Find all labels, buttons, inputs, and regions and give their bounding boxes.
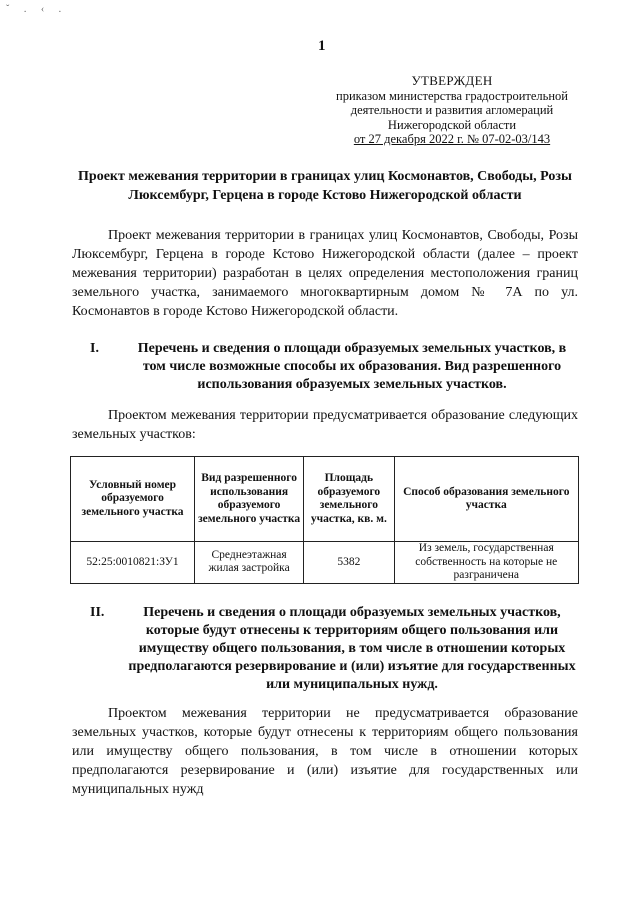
intro-text: Проект межевания территории в границах улиц Космонавтов, Свободы, Розы Люксембург, Герцена в городе Кстово Нижегородской области (далее – проект межевания территории) разработан в целях определения местоположения границ земельного участка, занимаемого многоквартирным домом № 7А по ул. Космонавтов в городе Кстово Нижегородской области. [72,228,578,319]
approval-line-3: Нижегородской области [387,117,517,132]
section-1-heading [78,340,578,394]
section-2-number: II. [90,605,105,620]
cell-code: 52:25:0010821:ЗУ1 [71,542,195,584]
section-2-text: Проектом межевания территории не предусматривается образование земельных участков, которые будут отнесены к территориям общего пользования или имуществу общего пользования, в том числе в отношении которых предполагаются резервирование и (или) изъятие для государственных или муниципальных нужд [72,706,578,797]
approval-stamp [322,74,582,147]
section-1-text: Проектом межевания территории предусматривается образование следующих земельных участков: [72,408,578,442]
parcels-table [70,456,579,584]
col-header-code: Условный номер образуемого земельного участка [71,457,195,542]
cell-use: Среднеэтажная жилая застройка [195,542,304,584]
scan-marks: ˇ . ‹ . [6,4,68,15]
table-row [71,542,579,584]
cell-method: Из земель, государственная собственность на которые не разграничена [394,542,578,584]
cell-area: 5382 [304,542,394,584]
document-title: Проект межевания территории в границах улиц Космонавтов, Свободы, Розы Люксембург, Герцена в городе Кстово Нижегородской области [78,169,572,203]
section-2-title: Перечень и сведения о площади образуемых земельных участков, которые будут отнесены к территориям общего пользования или имуществу общего пользования, в том числе в отношении которых предполагаются резервирование и (или) изъятие для государственных или муниципальных нужд. [128,605,576,692]
approval-heading: УТВЕРЖДЕН [411,73,493,88]
section-2-heading [78,604,578,694]
intro-paragraph [72,226,578,321]
section-2-paragraph [72,704,578,799]
col-header-use: Вид разрешенного использования образуемого земельного участка [195,457,304,542]
page-number: 1 [318,38,326,54]
col-header-method: Способ образования земельного участка [394,457,578,542]
section-1-paragraph [72,406,578,444]
col-header-area: Площадь образуемого земельного участка, кв. м. [304,457,394,542]
section-1-title: Перечень и сведения о площади образуемых земельных участков, в том числе возможные способы их образования. Вид разрешенного использования образуемых земельных участков. [137,341,567,392]
approval-line-1: приказом министерства градостроительной [336,88,568,103]
approval-line-2: деятельности и развития агломераций [350,103,554,118]
section-1-number: I. [90,341,99,356]
table-header-row [71,457,579,542]
approval-date: от 27 декабря 2022 г. № 07-02-03/143 [353,132,551,147]
